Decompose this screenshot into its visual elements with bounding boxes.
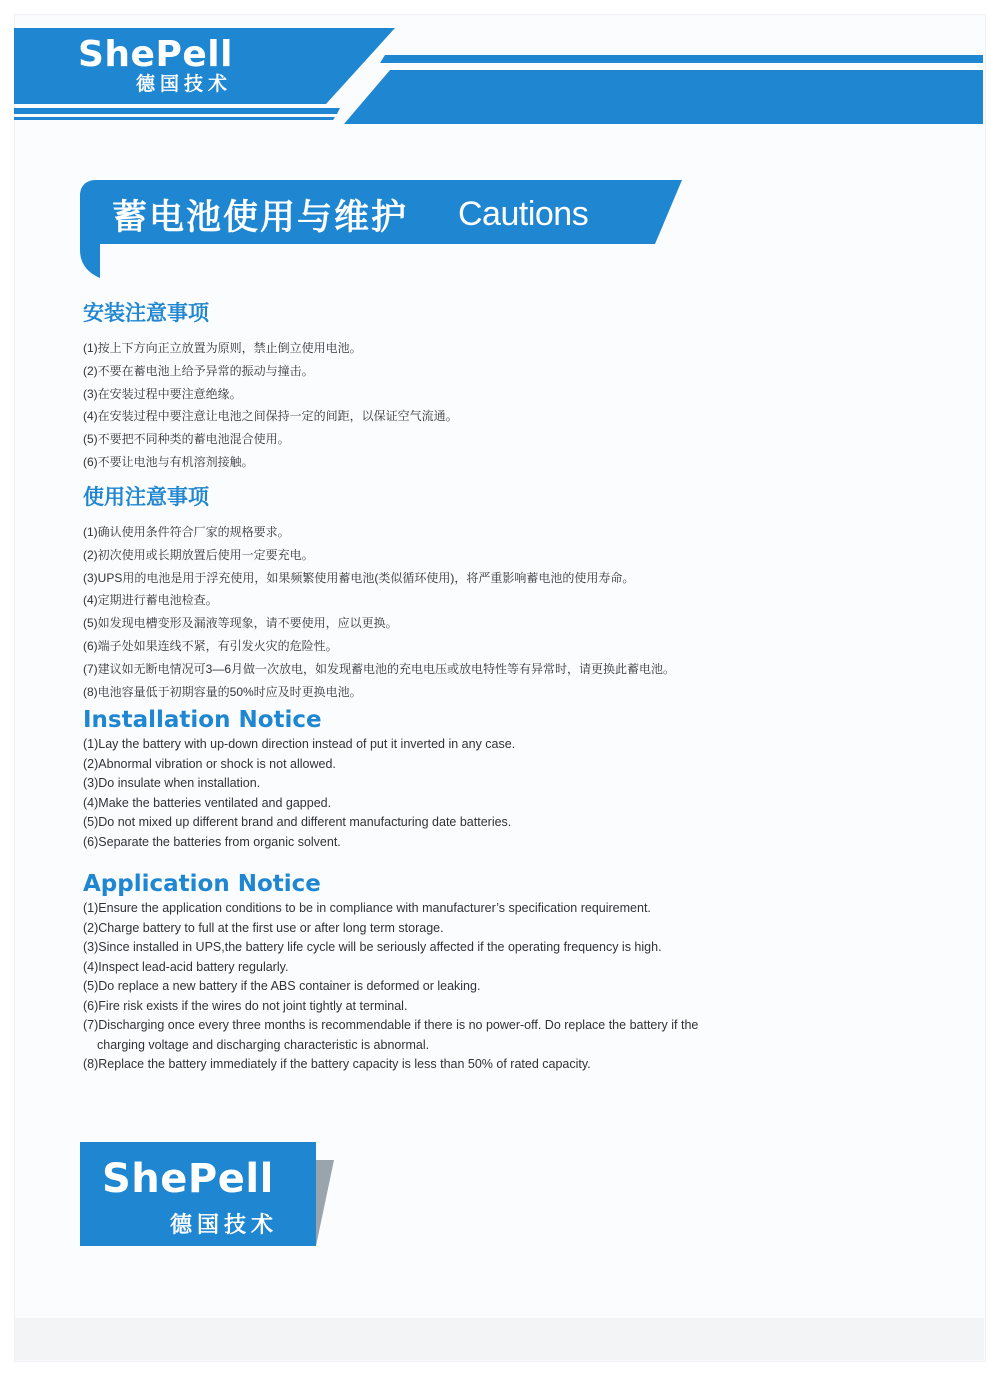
section-title: Installation Notice — [83, 707, 322, 733]
list-item: (1)Lay the battery with up-down direction instead of put it inverted in any case. — [83, 737, 516, 751]
list-item: (6)Fire risk exists if the wires do not joint tightly at terminal. — [83, 998, 408, 1013]
notice-list — [83, 735, 515, 852]
list-item: (4)定期进行蓄电池检查。 — [83, 593, 218, 608]
list-item: (8)Replace the battery immediately if the battery capacity is less than 50% of rated capacity. — [83, 1057, 591, 1071]
usage-zh-section — [83, 481, 675, 703]
list-item: (5)如发现电槽变形及漏液等现象，请不要使用，应以更换。 — [83, 616, 398, 631]
list-item: (2)不要在蓄电池上给予异常的振动与撞击。 — [83, 363, 314, 378]
list-item: (4)在安装过程中要注意让电池之间保持一定的间距，以保证空气流通。 — [83, 409, 458, 424]
list-item: (4)Make the batteries ventilated and gapped. — [83, 795, 332, 810]
brand-name: ShePell — [78, 34, 233, 75]
list-item: (2)Abnormal vibration or shock is not allowed. — [83, 756, 336, 771]
list-item: (3)UPS用的电池是用于浮充使用，如果频繁使用蓄电池(类似循环使用)，将严重影响蓄电池的使用寿命。 — [83, 570, 635, 585]
list-item: (4)Inspect lead-acid battery regularly. — [83, 959, 289, 974]
list-item: (5)不要把不同种类的蓄电池混合使用。 — [83, 432, 290, 447]
brand-name: ShePell — [102, 1156, 274, 1202]
list-item: (7)建议如无断电情况可3—6月做一次放电，如发现蓄电池的充电电压或放电特性等有异常时，请更换此蓄电池。 — [83, 661, 676, 676]
list-item: (5)Do replace a new battery if the ABS container is deformed or leaking. — [83, 979, 481, 993]
notice-list — [83, 337, 458, 474]
list-item: (7)Discharging once every three months is recommendable if there is no power-off. Do replace the battery if the charging voltage and discharging characteristic is abnormal. — [83, 1018, 699, 1052]
list-item: (2)初次使用或长期放置后使用一定要充电。 — [83, 547, 314, 562]
application-en-section — [83, 871, 737, 1075]
title-banner — [0, 0, 1000, 300]
brand-tagline: 德国技术 — [136, 74, 233, 95]
brand-tagline: 德国技术 — [170, 1212, 279, 1237]
banner-title-en: Cautions — [458, 195, 589, 233]
list-item: (3)在安装过程中要注意绝缘。 — [83, 386, 242, 401]
footer-logo — [80, 1142, 316, 1246]
list-item: (2)Charge battery to full at the first use or after long term storage. — [83, 920, 444, 935]
notice-list — [83, 899, 737, 1075]
list-item: (3)Do insulate when installation. — [83, 776, 261, 790]
list-item: (6)端子处如果连线不紧，有引发火灾的危险性。 — [83, 638, 338, 653]
section-title: 安装注意事项 — [83, 302, 209, 325]
section-title: Application Notice — [83, 871, 321, 897]
list-item: (8)电池容量低于初期容量的50%时应及时更换电池。 — [83, 684, 362, 699]
list-item: (1)确认使用条件符合厂家的规格要求。 — [83, 525, 290, 539]
list-item: (6)Separate the batteries from organic solvent. — [83, 834, 341, 849]
list-item: (5)Do not mixed up different brand and different manufacturing date batteries. — [83, 815, 512, 829]
banner-title-zh: 蓄电池使用与维护 — [112, 198, 409, 237]
installation-en-section — [83, 707, 515, 852]
list-item: (6)不要让电池与有机溶剂接触。 — [83, 454, 254, 469]
bottom-strip — [14, 1318, 984, 1360]
notice-list — [83, 521, 675, 703]
installation-zh-section — [83, 297, 458, 474]
section-title: 使用注意事项 — [83, 486, 209, 509]
list-item: (3)Since installed in UPS,the battery life cycle will be seriously affected if the operating frequency is high. — [83, 940, 662, 954]
list-item: (1)Ensure the application conditions to be in compliance with manufacturer’s specification requirement. — [83, 901, 651, 915]
list-item: (1)按上下方向正立放置为原则，禁止倒立使用电池。 — [83, 341, 362, 355]
